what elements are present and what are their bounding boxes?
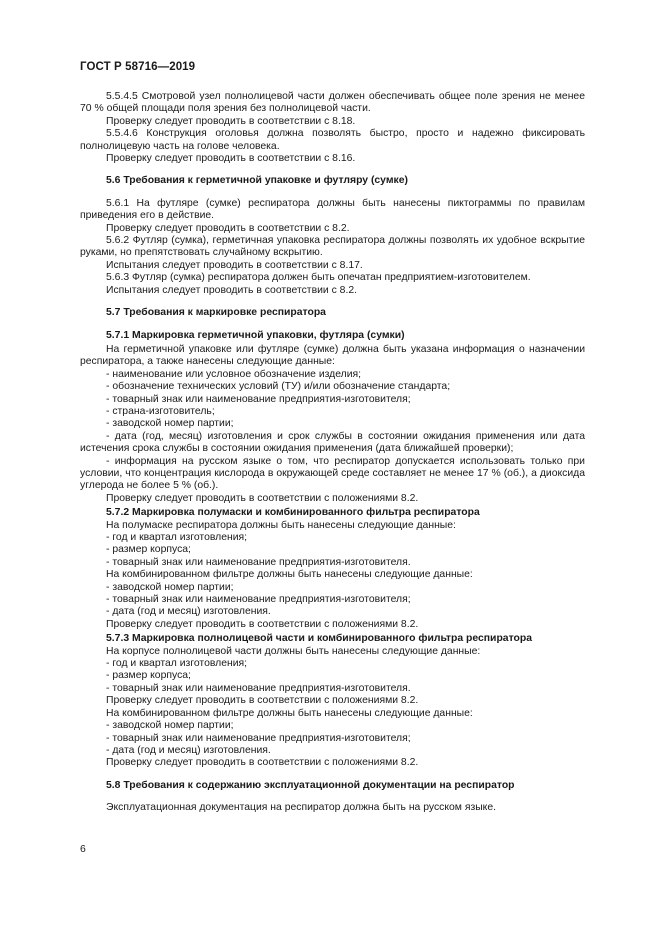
list-item: - размер корпуса; xyxy=(106,670,191,682)
list-item: - год и квартал изготовления; xyxy=(106,532,248,543)
paragraph-check-8-16: Проверку следует проводить в соответствии с 8.16. xyxy=(106,153,356,165)
list-item: - дата (год и месяц) изготовления. xyxy=(106,744,271,756)
subsection-heading-5-7-2: 5.7.2 Маркировка полумаски и комбинированного фильтра респиратора xyxy=(106,507,480,519)
list-item: - товарный знак или наименование предприятия-изготовителя. xyxy=(106,556,411,568)
list-item: - наименование или условное обозначение изделия; xyxy=(106,368,362,380)
paragraph-documentation: Эксплуатационная документация на респиратор должна быть на русском языке. xyxy=(106,802,497,814)
paragraph-test-8-17: Испытания следует проводить в соответствии с 8.17. xyxy=(106,259,363,271)
list-item: - заводской номер партии; xyxy=(106,720,234,732)
paragraph-check-8-2: Проверку следует проводить в соответствии с положениями 8.2. xyxy=(106,757,419,769)
page-number: 6 xyxy=(80,844,86,855)
document-body xyxy=(80,91,585,815)
paragraph-check-8-2: Проверку следует проводить в соответствии с положениями 8.2. xyxy=(106,618,419,630)
list-item: - заводской номер партии; xyxy=(106,581,234,593)
subsection-heading-5-7-3: 5.7.3 Маркировка полнолицевой части и комбинированного фильтра респиратора xyxy=(106,633,532,645)
paragraph-full-face: На корпусе полнолицевой части должны быть нанесены следующие данные: xyxy=(106,645,481,657)
paragraph-filter: На комбинированном фильтре должны быть нанесены следующие данные: xyxy=(106,707,473,719)
list-item: - товарный знак или наименование предприятия-изготовителя. xyxy=(106,682,411,694)
paragraph-half-mask: На полумаске респиратора должны быть нанесены следующие данные: xyxy=(106,519,456,531)
list-item: - страна-изготовитель; xyxy=(106,405,215,417)
paragraph-check-8-2: Проверку следует проводить в соответствии с положениями 8.2. xyxy=(106,492,419,504)
paragraph-filter: На комбинированном фильтре должны быть нанесены следующие данные: xyxy=(106,569,473,581)
list-item: - товарный знак или наименование предприятия-изготовителя; xyxy=(106,594,411,606)
subsection-heading-5-7-1: 5.7.1 Маркировка герметичной упаковки, футляра (сумки) xyxy=(106,329,405,341)
list-item: - обозначение технических условий (ТУ) и/или обозначение стандарта; xyxy=(106,381,451,393)
section-heading-5-7: 5.7 Требования к маркировке респиратора xyxy=(106,307,326,319)
list-item: - заводской номер партии; xyxy=(106,418,234,430)
section-heading-5-8: 5.8 Требования к содержанию эксплуатационной документации на респиратор xyxy=(106,779,515,791)
list-item: - информация на русском языке о том, что респиратор допускается использовать только при условии, что концентрация кислорода в окружающей среде составляет не менее 17 % (об.), а диоксида углерода не более 5 % (об.). xyxy=(80,455,585,492)
list-item: - дата (год, месяц) изготовления и срок службы в состоянии ожидания применения или дата истечения срока службы в состоянии ожидания применения (дата ближайшей проверки); xyxy=(80,430,585,455)
paragraph-5-6-1: 5.6.1 На футляре (сумке) респиратора должны быть нанесены пиктограммы по правилам приведения его в действие. xyxy=(80,197,585,222)
list-item: - размер корпуса; xyxy=(106,544,191,556)
list-item: - дата (год и месяц) изготовления. xyxy=(106,606,271,618)
paragraph-check-8-2: Проверку следует проводить в соответствии с 8.2. xyxy=(106,222,350,234)
document-code-header: ГОСТ Р 58716—2019 xyxy=(80,61,196,73)
list-item: - год и квартал изготовления; xyxy=(106,658,248,670)
paragraph-test-8-2: Испытания следует проводить в соответствии с 8.2. xyxy=(106,284,357,296)
paragraph-5-5-4-5: 5.5.4.5 Смотровой узел полнолицевой части должен обеспечивать общее поле зрения не менее 70 % общей площади поля зрения без полнолицевой части. xyxy=(80,91,585,115)
paragraph-5-6-2: 5.6.2 Футляр (сумка), герметичная упаковка респиратора должны позволять их удобное вскрытие руками, но препятствовать случайному вскрытию. xyxy=(80,235,585,259)
paragraph-check-8-18: Проверку следует проводить в соответствии с 8.18. xyxy=(106,115,356,127)
paragraph-check-8-2: Проверку следует проводить в соответствии с положениями 8.2. xyxy=(106,695,419,707)
list-item: - товарный знак или наименование предприятия-изготовителя; xyxy=(106,732,411,744)
paragraph-packaging-info: На герметичной упаковке или футляре (сумке) должна быть указана информация о назначении респиратора, а также нанесены следующие данные: xyxy=(80,343,585,368)
list-item: - товарный знак или наименование предприятия-изготовителя; xyxy=(106,393,411,405)
paragraph-5-5-4-6: 5.5.4.6 Конструкция оголовья должна позволять быстро, просто и надежно фиксировать полнолицевую часть на голове человека. xyxy=(80,128,585,152)
section-heading-5-6: 5.6 Требования к герметичной упаковке и футляру (сумке) xyxy=(106,175,408,187)
paragraph-5-6-3: 5.6.3 Футляр (сумка) респиратора должен быть опечатан предприятием-изготовителем. xyxy=(106,272,531,284)
